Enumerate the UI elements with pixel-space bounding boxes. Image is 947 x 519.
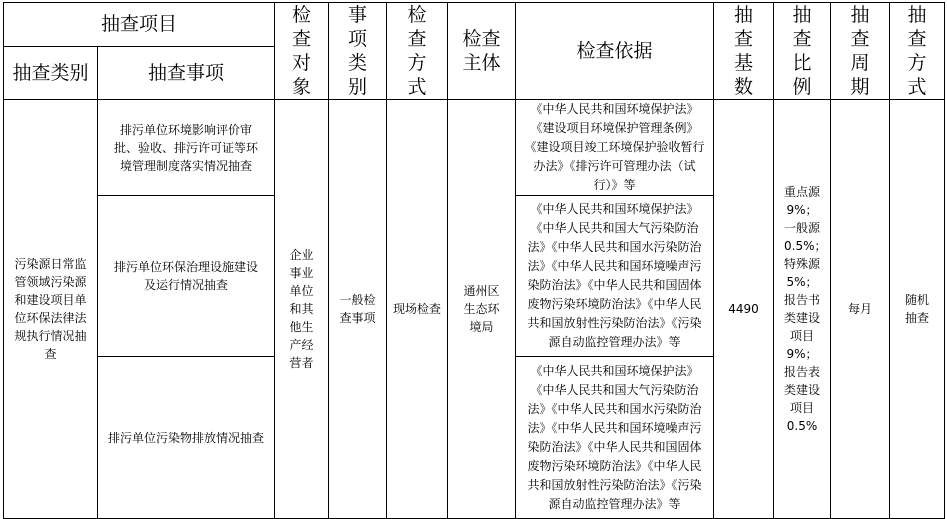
method-cell: 现场检查 xyxy=(387,100,448,519)
item-cell-2: 排污单位环保治理设施建设及运行情况抽查 xyxy=(98,196,275,357)
header-row-1 xyxy=(4,3,945,47)
item-cell-1: 排污单位环境影响评价审批、验收、排污许可证等环境管理制度落实情况抽查 xyxy=(98,100,275,196)
cycle-cell: 每月 xyxy=(831,100,890,519)
base-count-cell: 4490 xyxy=(714,100,774,519)
header-cycle: 抽查周期 xyxy=(831,3,890,100)
target-cell: 企业事业单位和其他生产经营者 xyxy=(275,100,329,519)
header-sampling-method: 抽查方式 xyxy=(890,3,945,100)
header-item: 抽查事项 xyxy=(98,46,275,99)
item-cell-3: 排污单位污染物排放情况抽查 xyxy=(98,357,275,519)
header-item-type: 事项类别 xyxy=(329,3,387,100)
header-subject: 检查主体 xyxy=(448,3,516,100)
header-method: 检查方式 xyxy=(387,3,448,100)
header-category: 抽查类别 xyxy=(4,46,98,99)
table-row xyxy=(4,100,945,196)
basis-cell-3: 《中华人民共和国环境保护法》《中华人民共和国大气污染防治法》《中华人民共和国水污染防治法》《中华人民共和国环境噪声污染防治法》《中华人民共和国固体废物污染环境防治法》《中华人民共和国放射性污染防治法》《污染源自动监控管理办法》等 xyxy=(516,357,714,519)
subject-cell: 通州区生态环境局 xyxy=(448,100,516,519)
basis-cell-2: 《中华人民共和国环境保护法》《中华人民共和国大气污染防治法》《中华人民共和国水污染防治法》《中华人民共和国环境噪声污染防治法》《中华人民共和国固体废物污染环境防治法》《中华人民共和国放射性污染防治法》《污染源自动监控管理办法》等 xyxy=(516,196,714,357)
category-cell: 污染源日常监管领域污染源和建设项目单位环保法律法规执行情况抽查 xyxy=(4,100,98,519)
inspection-table xyxy=(3,2,945,519)
sampling-method-cell: 随机抽查 xyxy=(890,100,945,519)
header-ratio: 抽查比例 xyxy=(774,3,831,100)
basis-cell-1: 《中华人民共和国环境保护法》《建设项目环境保护管理条例》《建设项目竣工环境保护验收暂行办法》《排污许可管理办法（试行）》等 xyxy=(516,100,714,196)
ratio-cell: 重点源9%；一般源0.5%；特殊源5%；报告书类建设项目9%；报告表类建设项目0.5% xyxy=(774,100,831,519)
item-type-cell: 一般检查事项 xyxy=(329,100,387,519)
header-project-group: 抽查项目 xyxy=(4,3,275,47)
header-target: 检查对象 xyxy=(275,3,329,100)
header-base-count: 抽查基数 xyxy=(714,3,774,100)
header-basis: 检查依据 xyxy=(516,3,714,100)
